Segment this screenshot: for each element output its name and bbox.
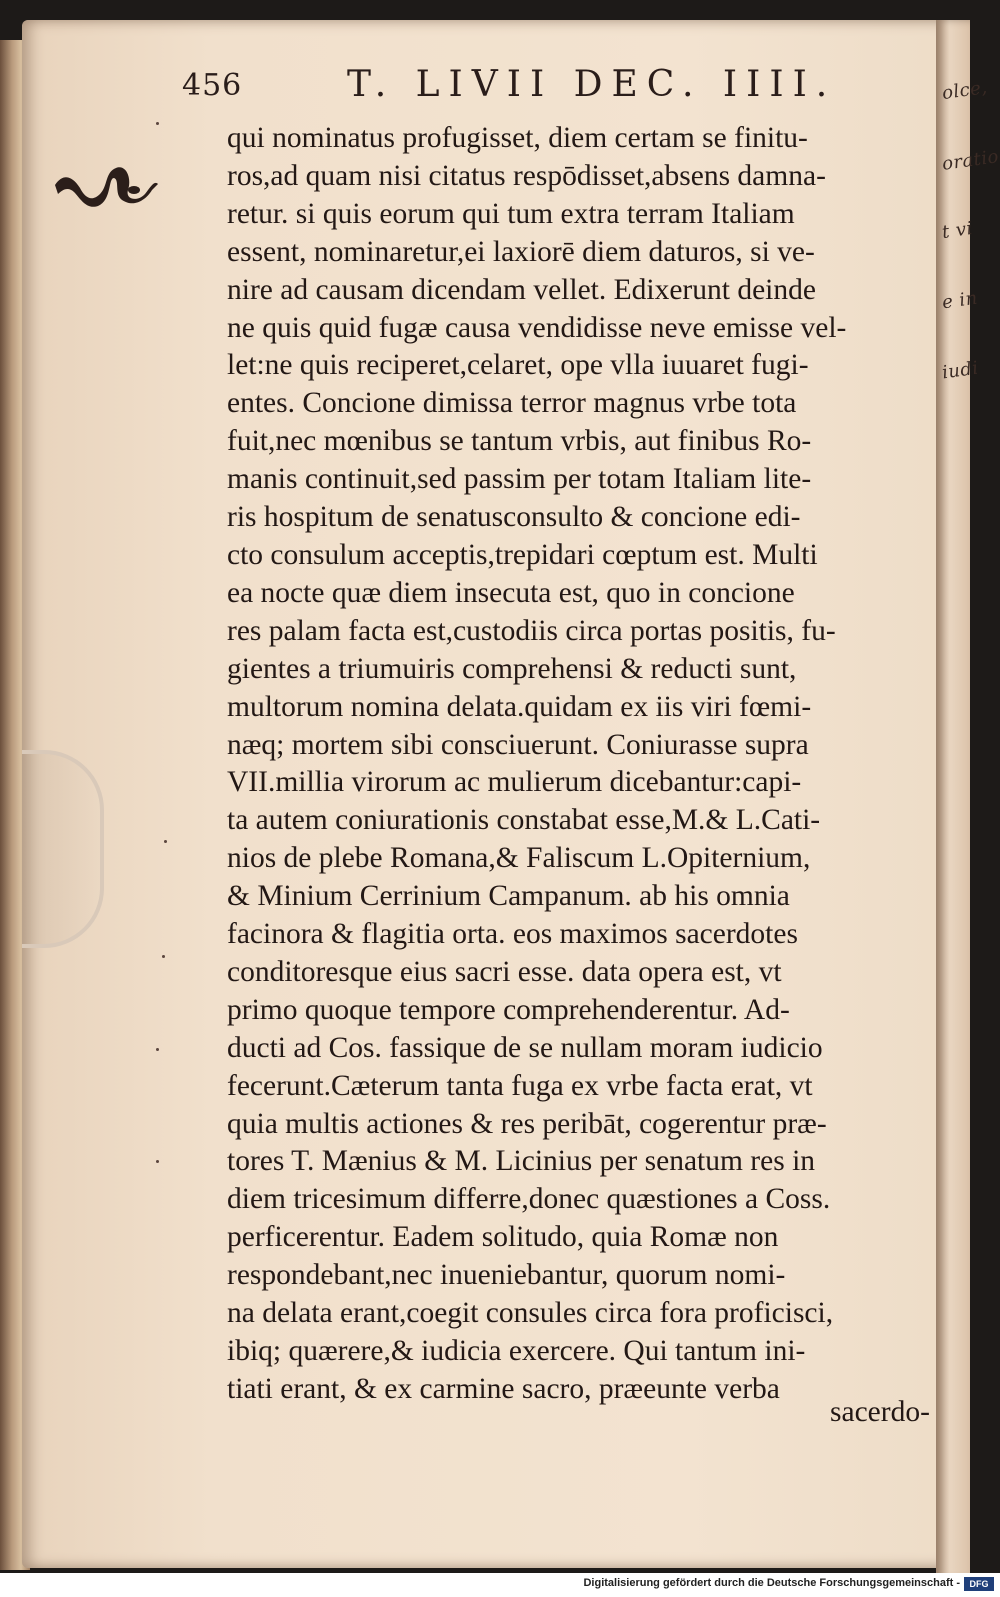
text-line: fuit,nec mœnibus se tantum vrbis, aut finibus Ro- [227, 425, 812, 458]
facing-page-fragment: olce, [940, 76, 989, 105]
text-line: gientes a triumuiris comprehensi & reducti sunt, [227, 652, 797, 685]
footer-credit: Digitalisierung gefördert durch die Deutsche Forschungsgemeinschaft - [583, 1577, 960, 1589]
text-line: quia multis actiones & res peribāt, cogerentur præ- [227, 1107, 827, 1140]
text-line: ducti ad Cos. fassique de se nullam moram iudicio [227, 1031, 823, 1064]
page-number: 456 [182, 68, 243, 103]
text-line: nios de plebe Romana,& Faliscum L.Opiternium, [227, 842, 811, 875]
margin-mark [156, 1160, 159, 1163]
text-line: retur. si quis eorum qui tum extra terram Italiam [227, 197, 795, 230]
text-line: ros,ad quam nisi citatus respōdisset,absens damna- [227, 159, 826, 192]
text-line: na delata erant,coegit consules circa fora proficisci, [227, 1297, 834, 1330]
text-line: primo quoque tempore comprehenderentur. Ad- [227, 993, 790, 1026]
text-line: conditoresque eius sacri esse. data opera est, vt [227, 955, 782, 988]
text-line: res palam facta est,custodiis circa portas positis, fu- [227, 614, 836, 647]
facing-page-fragment: t vi [940, 217, 975, 244]
facing-page-fragment: oratio [940, 146, 1000, 175]
text-line: ne quis quid fugæ causa vendidisse neve emisse vel- [227, 311, 847, 344]
text-line: nire ad causam dicendam vellet. Edixerunt deinde [227, 273, 816, 306]
text-line: ea nocte quæ diem insecuta est, quo in concione [227, 576, 795, 609]
text-line: VII.millia virorum ac mulierum dicebantur:capi- [227, 766, 802, 799]
margin-mark [162, 955, 165, 958]
text-line: ris hospitum de senatusconsulto & concione edi- [227, 501, 801, 534]
text-line: tiati erant, & ex carmine sacro, præeunte verba [227, 1372, 780, 1405]
margin-mark [164, 840, 167, 843]
dfg-logo: DFG [964, 1577, 994, 1591]
text-line: diem tricesimum differre,donec quæstiones a Coss. [227, 1183, 831, 1216]
footer-bar [0, 1573, 1000, 1597]
margin-mark [156, 122, 159, 125]
text-line: qui nominatus profugisset, diem certam se finitu- [227, 122, 808, 154]
facing-page-edge [936, 20, 1000, 1580]
text-line: respondebant,nec inueniebantur, quorum nomi- [227, 1259, 786, 1292]
text-line: let:ne quis reciperet,celaret, ope vlla iuuaret fugi- [227, 349, 809, 382]
text-line: multorum nomina delata.quidam ex iis viri fœmi- [227, 690, 812, 723]
text-line: ta autem coniurationis constabat esse,M.& L.Cati- [227, 804, 821, 837]
margin-mark [156, 1048, 159, 1051]
text-line: fecerunt.Cæterum tanta fuga ex vrbe facta erat, vt [227, 1069, 813, 1102]
text-line: manis continuit,sed passim per totam Italiam lite- [227, 463, 812, 496]
running-title: T. LIVII DEC. IIII. [347, 64, 837, 105]
body-text [227, 120, 962, 1409]
text-line: ibiq; quærere,& iudicia exercere. Qui tantum ini- [227, 1335, 806, 1367]
text-line: perficerentur. Eadem solitudo, quia Romæ non [227, 1221, 779, 1254]
text-line: & Minium Cerrinium Campanum. ab his omnia [227, 880, 790, 913]
book-clasp-icon [22, 750, 104, 948]
text-line: cto consulum acceptis,trepidari cœptum est. Multi [227, 538, 818, 571]
text-line: næq; mortem sibi consciuerunt. Coniurasse supra [227, 728, 809, 761]
text-line: facinora & flagitia orta. eos maximos sacerdotes [227, 918, 798, 951]
page-header [182, 64, 882, 116]
ink-stain-ornament-icon [50, 150, 160, 210]
catchword: sacerdo- [830, 1396, 930, 1428]
facing-page-fragment: iudi [940, 357, 980, 384]
facing-page-fragment: e in [940, 287, 980, 314]
text-line: essent, nominaretur,ei laxiorē diem daturos, si ve- [227, 235, 815, 268]
text-line: tores T. Mænius & M. Licinius per senatum res in [227, 1145, 816, 1178]
text-line: entes. Concione dimissa terror magnus vrbe tota [227, 387, 797, 420]
book-page [22, 20, 1000, 1568]
